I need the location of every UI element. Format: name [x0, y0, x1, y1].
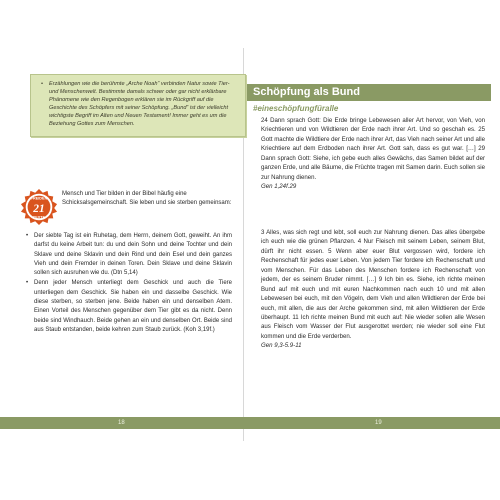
bullet-icon: • — [26, 233, 29, 239]
freiden-texte-seal-icon — [20, 188, 58, 226]
page-number-left: 18 — [118, 420, 125, 426]
info-box-text: Erzählungen wie die berühmte „Arche Noah“ verbinden Natur sowie Tier- und Menschenwelt. Bestimmte damals schwer oder gar nicht erklärbare Phänomene wie den Regenbogen erklären sie im Rückgriff auf die Geschichte des Schöpfers mit seiner Schöpfung. „Bund“ ist der vielleicht wichtigste Begriff im Alten und Neuen Testament! Immer geht es um die Beziehung Gottes zum Menschen. — [49, 81, 230, 127]
list-item — [26, 279, 232, 335]
bible-quotes-list — [26, 232, 232, 336]
section-title: Schöpfung als Bund — [247, 84, 491, 101]
genesis-9-text: 3 Alles, was sich regt und lebt, soll euch zur Nahrung dienen. Das alles übergebe ich euch wie die grünen Pflanzen. 4 Nur Fleisch mit seinem Leben, seinem Blut, dürft ihr nicht essen. 5 Wenn aber euer Blut vergossen wird, fordere ich Rechenschaft für jedes euer Leben. Von jedem Tier fordere ich Rechenschaft und vom Menschen. Für das Leben des Menschen fordere ich Rechenschaft von jedem, der es seinem Bruder nimmt. […] 9 Ich bin es. Siehe, ich richte meinen Bund auf mit euch und mit euren Nachkommen nach euch 10 und mit allen Lebewesen bei euch, mit den Vögeln, dem Vieh und allen Wildtieren der Erde bei euch, mit allen, die aus der Arche gekommen sind, mit allen Wildtieren der Erde überhaupt. 11 Ich richte meinen Bund mit euch auf: Nie wieder sollen alle Wesen aus Fleisch vom Wasser der Flut ausgerottet werden; nie wieder soll eine Flut kommen und die Erde verderben. Gen 9,3-5.9-11 — [261, 229, 485, 350]
footer-bar — [0, 417, 500, 429]
seal-number: 21 — [33, 202, 45, 215]
bullet-icon: • — [41, 81, 43, 87]
genesis-1-text: 24 Dann sprach Gott: Die Erde bringe Lebewesen aller Art hervor, von Vieh, von Kriechtieren und von Wildtieren der Erde nach ihrer Art. Und so geschah es. 25 Gott machte die Wildtiere der Erde nach ihrer Art, das Vieh nach seiner Art und alle Kriechtiere auf dem Erdboden nach ihrer Art. Gott sah, dass es gut war. […] 29 Dann sprach Gott: Siehe, ich gebe euch alles Gewächs, das Samen bildet auf der ganzen Erde, und alle Bäume, die Früchte tragen mit Samen darin. Euch sollen sie zur Nahrung dienen. Gen 1,24f.29 — [261, 117, 485, 191]
genesis-1-reference: Gen 1,24f.29 — [261, 183, 297, 191]
genesis-9-reference: Gen 9,3-5.9-11 — [261, 342, 302, 350]
quote-koh: Denn jeder Mensch unterliegt dem Geschick und auch die Tiere unterliegen dem Geschick. Sie haben ein und dasselbe Geschick. Wie diese sterben, so sterben jene. Beide haben ein und denselben Atem. Einen Vorteil des Menschen gegenüber dem Tier gibt es da nicht. Denn beide sind Windhauch. Beide gehen an ein und denselben Ort. Beide sind aus Staub entstanden, beide kehren zum Staub zurück. (Koh 3,19f.) — [34, 280, 232, 333]
intro-text: Mensch und Tier bilden in der Bibel häufig eine Schicksalsgemeinschaft. Sie leben und sie sterben gemeinsam: — [62, 191, 232, 207]
seal-bottom-label: TEXTE — [32, 215, 46, 220]
left-page — [12, 48, 240, 429]
info-box — [30, 74, 246, 137]
seal-top-label: FREIDEN — [30, 196, 48, 201]
page-number-right: 19 — [375, 420, 382, 426]
hashtag: #eineschöpfungfüralle — [253, 104, 339, 113]
quote-dtn: Der siebte Tag ist ein Ruhetag, dem Herrn, deinem Gott, geweiht. An ihm darfst du keine Arbeit tun: du und dein Sohn und deine Tochter und dein Sklave und deine Sklavin und dein Rind und dein Esel und dein ganzes Vieh und dein Fremder in deinen Toren. Dein Sklave und deine Sklavin sollen sich ausruhen wie du. (Dtn 5,14) — [34, 233, 232, 277]
bullet-icon: • — [26, 280, 29, 287]
right-page — [247, 48, 491, 429]
list-item — [26, 232, 232, 278]
